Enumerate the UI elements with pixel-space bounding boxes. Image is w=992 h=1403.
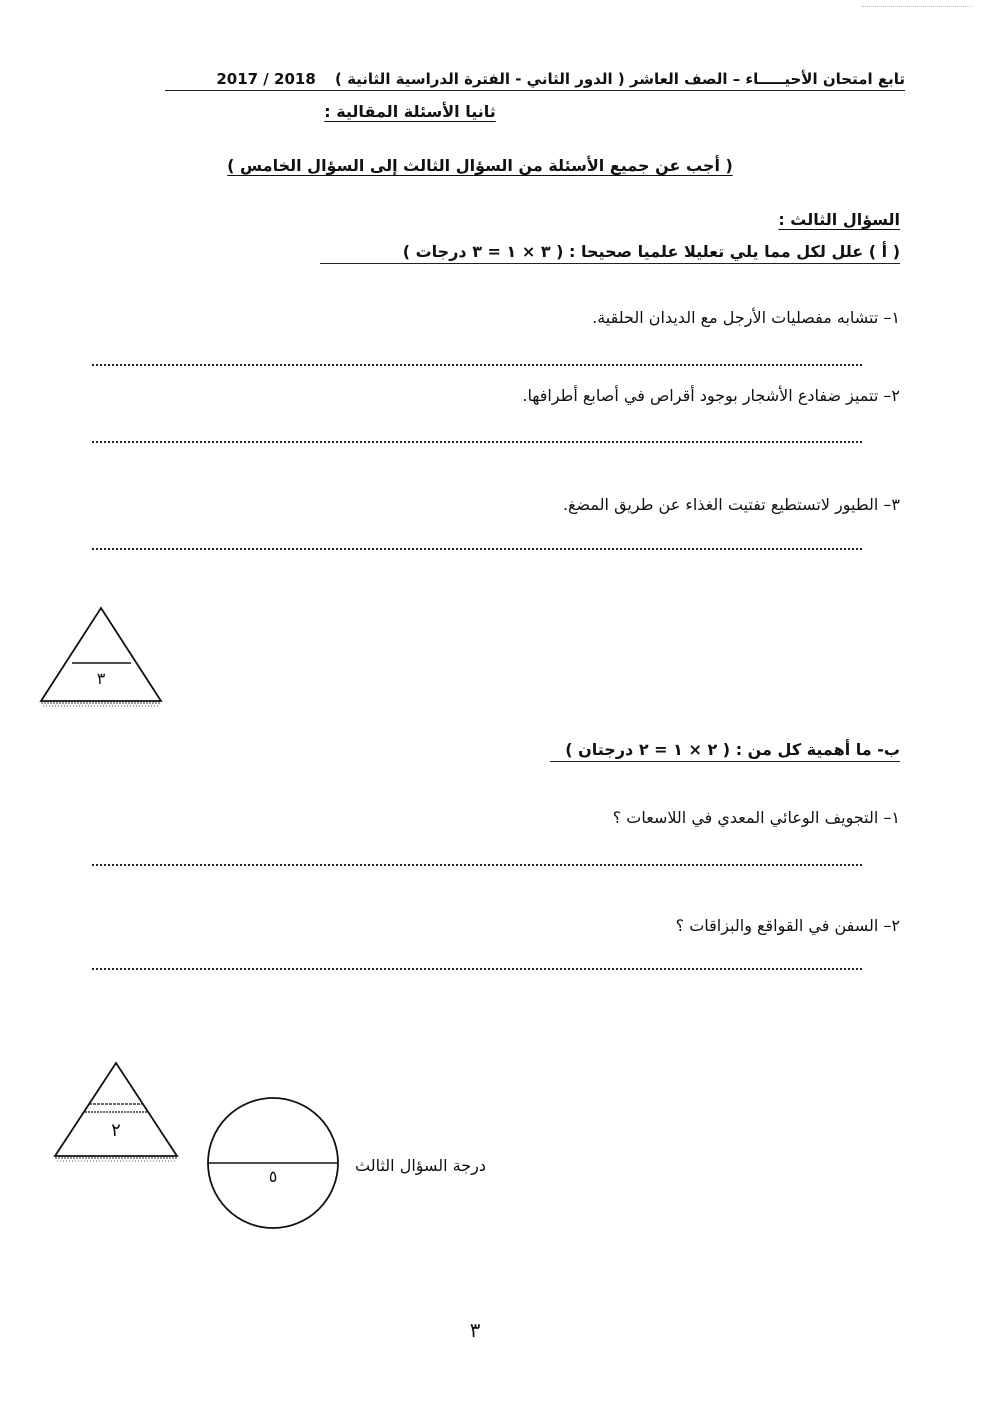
- part-a-prompt: [320, 242, 900, 264]
- part-b-marks: ( ٢ × ١ = ٢ درجتان ): [565, 740, 731, 759]
- score-triangle-a: [38, 605, 164, 709]
- exam-header: [165, 70, 905, 91]
- part-a-marks: ( ٣ × ١ = ٣ درجات ): [402, 242, 564, 261]
- total-score-value: ٥: [268, 1167, 278, 1186]
- part-a-prompt-text: ( أ ) علل لكل مما يلي تعليلا علميا صحيحا :: [569, 242, 900, 261]
- question-item-3: ٣– الطيور لاتستطيع تفتيت الغذاء عن طريق المضغ.: [562, 495, 900, 514]
- question-item-1: ١– تتشابه مفصليات الأرجل مع الديدان الحلقية.: [592, 308, 900, 327]
- part-b-prompt-text: ب- ما أهمية كل من :: [735, 740, 900, 759]
- answer-line-5[interactable]: [92, 968, 862, 970]
- answer-line-1[interactable]: [92, 364, 862, 366]
- score-triangle-a-value: ٣: [96, 669, 106, 688]
- header-year: 2018 / 2017: [216, 70, 316, 88]
- part-b-prompt: [550, 740, 900, 762]
- scan-artifact: [862, 6, 972, 7]
- section-title: ثانيا الأسئلة المقالية :: [324, 102, 496, 121]
- score-triangle-b-value: ٢: [111, 1120, 121, 1141]
- total-score-circle: [205, 1095, 341, 1231]
- importance-item-2: ٢– السفن في القواقع والبزاقات ؟: [675, 916, 900, 935]
- total-score-label: درجة السؤال الثالث: [355, 1156, 487, 1175]
- score-triangle-b: [52, 1060, 180, 1166]
- answer-line-4[interactable]: [92, 864, 862, 866]
- question-item-2: ٢– تتميز ضفادع الأشجار بوجود أقراص في أصابع أطرافها.: [522, 386, 900, 405]
- importance-item-1: ١– التجويف الوعائي المعدي في اللاسعات ؟: [612, 808, 900, 827]
- page-number: ٣: [469, 1318, 481, 1342]
- answer-line-2[interactable]: [92, 441, 862, 443]
- header-title: تابع امتحان الأحيـــــاء – الصف العاشر ( الدور الثاني - الفترة الدراسية الثانية ): [335, 70, 905, 88]
- instructions: ( أجب عن جميع الأسئلة من السؤال الثالث إلى السؤال الخامس ): [227, 156, 733, 175]
- answer-line-3[interactable]: [92, 548, 862, 550]
- question-heading: السؤال الثالث :: [778, 210, 900, 229]
